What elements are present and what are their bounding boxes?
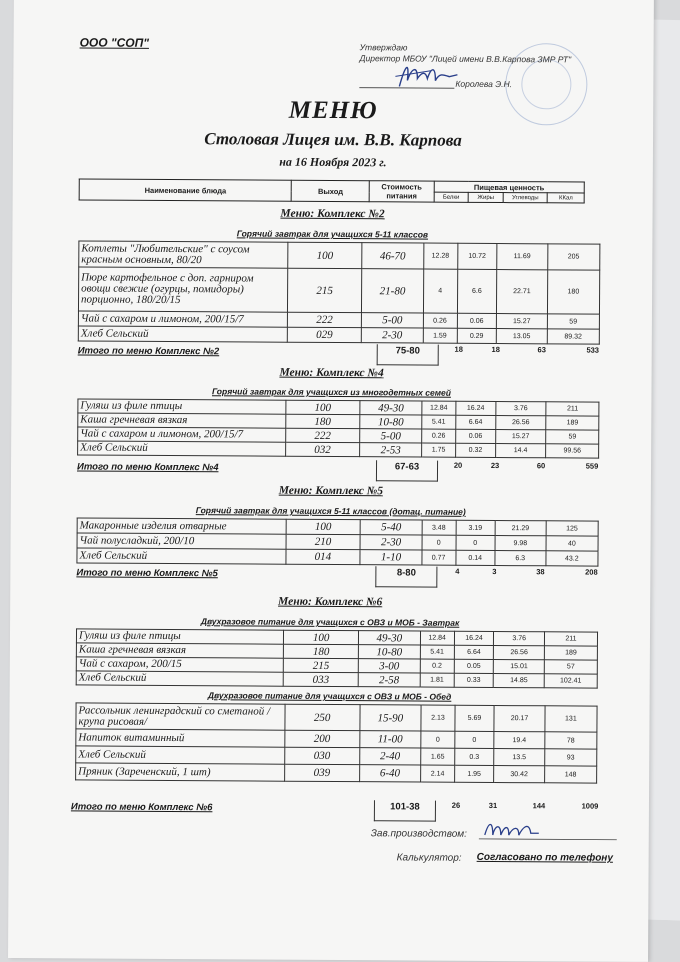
page-title: МЕНЮ (288, 96, 378, 125)
dish-name: Гуляш из филе птицы (76, 629, 283, 644)
dish-kcal: 189 (544, 646, 597, 660)
dish-fat: 0.3 (455, 748, 494, 765)
dish-price: 49-30 (360, 401, 422, 415)
dish-output: 033 (284, 672, 359, 686)
dish-price: 5-00 (362, 313, 423, 328)
dish-carbs: 14.4 (495, 443, 546, 457)
dish-price: 21-80 (362, 269, 424, 313)
dish-carbs: 15.01 (494, 659, 545, 673)
dish-kcal: 180 (547, 270, 600, 314)
dish-name: Макаронные изделия отварные (77, 518, 286, 534)
dish-fat: 10.72 (457, 243, 497, 269)
dish-protein: 0 (422, 535, 456, 550)
dish-kcal: 148 (544, 766, 596, 783)
total-kcal: 559 (585, 461, 599, 471)
dish-protein: 5.41 (422, 415, 456, 429)
dish-price: 15-90 (359, 705, 421, 731)
dish-carbs: 15.27 (495, 429, 546, 443)
total-price: 8-80 (375, 566, 437, 587)
dish-output: 222 (285, 428, 360, 442)
total-label: Итого по меню Комплекс №2 (77, 345, 220, 358)
dish-fat: 0.06 (457, 313, 497, 328)
total-kcal: 1009 (581, 801, 599, 811)
dish-kcal: 59 (546, 430, 599, 444)
meal-title: Горячий завтрак для учащихся 5-11 классов (236, 228, 429, 240)
complex-title: Меню: Комплекс №4 (279, 366, 384, 380)
dish-output: 014 (286, 549, 361, 564)
dish-carbs: 14.85 (494, 673, 545, 687)
dish-kcal: 99.56 (546, 444, 599, 458)
dish-kcal: 189 (546, 416, 599, 430)
dish-name: Чай с сахаром и лимоном, 200/15/7 (78, 427, 286, 442)
dish-carbs: 22.71 (497, 269, 548, 313)
complex6-breakfast-table (76, 628, 598, 688)
production-label: Зав.производством: (370, 828, 467, 840)
dish-protein: 0.77 (422, 550, 456, 565)
dish-price: 5-00 (360, 429, 422, 443)
total-carbs: 38 (536, 567, 545, 577)
dish-kcal: 205 (547, 244, 600, 270)
dish-output: 222 (287, 312, 361, 327)
menu-date: на 16 Ноября 2023 г. (279, 154, 387, 170)
dish-output: 100 (285, 400, 360, 414)
dish-price: 2-30 (362, 328, 423, 343)
dish-fat: 0 (456, 535, 495, 550)
header-output: Выход (292, 180, 370, 201)
dish-carbs: 20.17 (494, 705, 545, 731)
dish-fat: 1.95 (454, 765, 493, 782)
total-protein: 26 (451, 800, 461, 810)
dish-name: Хлеб Сельский (77, 548, 286, 564)
dish-protein: 1.81 (420, 673, 454, 687)
dish-name: Хлеб Сельский (76, 746, 285, 764)
approval-position: Директор МБОУ "Лицей имени В.В.Карпова ЗМР РТ" (359, 53, 572, 65)
dish-output: 200 (285, 730, 360, 747)
dish-protein: 2.14 (421, 765, 455, 782)
dish-carbs: 15.27 (496, 313, 547, 328)
dish-carbs: 26.56 (494, 645, 545, 659)
dish-output: 215 (287, 268, 362, 312)
dish-carbs: 3.76 (494, 631, 545, 645)
total-label: Итого по меню Комплекс №4 (76, 461, 219, 474)
dish-protein: 12.84 (422, 401, 456, 415)
dish-price: 2-40 (359, 748, 421, 765)
total-protein: 18 (454, 344, 463, 354)
dish-name: Чай полусладкий, 200/10 (77, 533, 286, 549)
total-label: Итого по меню Комплекс №6 (70, 801, 213, 814)
dish-output: 210 (286, 534, 361, 549)
total-carbs: 144 (532, 801, 546, 811)
dish-kcal: 40 (546, 536, 598, 551)
total-carbs: 60 (536, 461, 546, 471)
dish-protein: 12.28 (423, 243, 457, 269)
dish-fat: 0.32 (456, 443, 496, 457)
table-row (76, 703, 597, 732)
header-protein: Белки (434, 192, 469, 202)
dish-output: 100 (288, 242, 363, 268)
table-row (76, 671, 597, 688)
dish-kcal: 43.2 (546, 551, 598, 566)
dish-output: 029 (287, 327, 361, 342)
header-name: Наименование блюда (79, 179, 292, 201)
dish-kcal: 59 (547, 314, 599, 329)
dish-fat: 6.64 (456, 415, 496, 429)
total-price: 75-80 (377, 344, 439, 365)
dish-carbs: 21.29 (495, 520, 546, 535)
production-signature (479, 817, 619, 844)
header-kcal: ККал (548, 193, 585, 203)
menu-page (8, 0, 654, 962)
dish-name: Рассольник ленинградский со сметаной /крупа рисовая/ (76, 703, 285, 730)
dish-price: 5-40 (360, 520, 421, 535)
complex4-table (77, 398, 599, 458)
dish-protein: 0.26 (423, 313, 457, 328)
dish-name: Котлеты "Любительские" с соусом красным основным, 80/20 (79, 241, 288, 268)
dish-price: 10-80 (358, 645, 420, 659)
dish-protein: 2.13 (421, 705, 455, 731)
dish-protein: 0.2 (420, 659, 454, 673)
header-price (369, 181, 434, 202)
dish-output: 250 (285, 704, 360, 730)
total-price: 67-63 (376, 460, 438, 481)
header-fat: Жиры (468, 192, 503, 202)
dish-protein: 1.65 (421, 748, 455, 765)
table-header (79, 178, 585, 203)
complex2-table (78, 240, 601, 344)
dish-output: 100 (284, 630, 359, 644)
calculator-value: Согласовано по телефону (476, 851, 613, 864)
dish-protein: 5.41 (420, 645, 454, 659)
dish-fat: 3.19 (456, 520, 495, 535)
table-row (78, 267, 599, 314)
dish-kcal: 125 (546, 521, 598, 536)
dish-carbs: 30.42 (494, 765, 545, 782)
dish-name: Чай с сахаром, 200/15 (76, 657, 283, 672)
dish-fat: 6.6 (457, 269, 497, 313)
dish-kcal: 102.41 (544, 674, 597, 688)
dish-fat: 0.06 (456, 429, 496, 443)
organization-name: ООО "СОП" (79, 35, 150, 50)
director-signature (391, 58, 461, 92)
dish-carbs: 6.3 (495, 550, 546, 565)
dish-price: 46-70 (362, 243, 423, 269)
dish-price: 2-30 (360, 535, 421, 550)
dish-price: 1-10 (360, 550, 421, 565)
complex-title: Меню: Комплекс №2 (280, 207, 385, 221)
dish-fat: 16.24 (454, 631, 494, 645)
dish-name: Чай с сахаром и лимоном, 200/15/7 (78, 311, 287, 327)
dish-name: Гуляш из филе птицы (78, 399, 286, 414)
table-row (79, 241, 600, 270)
dish-carbs: 13.05 (496, 328, 547, 343)
dish-fat: 5.69 (455, 705, 494, 731)
dish-carbs: 3.76 (495, 401, 546, 415)
total-fat: 31 (488, 800, 498, 811)
table-row (77, 548, 598, 566)
dish-kcal: 89.32 (547, 329, 599, 344)
dish-price: 49-30 (359, 631, 421, 645)
dish-protein: 3.48 (422, 520, 456, 535)
meal-title: Двухразовое питание для учащихся с ОВЗ и МОБ - Завтрак (200, 616, 460, 628)
dish-name: Хлеб Сельский (76, 671, 283, 686)
dish-protein: 0 (421, 731, 455, 748)
table-row (78, 326, 599, 344)
total-kcal: 533 (586, 345, 600, 355)
dish-output: 100 (286, 519, 361, 534)
complex-title: Меню: Комплекс №6 (278, 595, 383, 609)
table-row (76, 763, 597, 783)
dish-kcal: 78 (545, 732, 597, 749)
header-price-line: Стоимость (381, 182, 422, 192)
complex5-table (76, 517, 598, 566)
dish-carbs: 9.98 (495, 535, 546, 550)
dish-price: 3-00 (358, 659, 420, 673)
meal-title: Двухразовое питание для учащихся с ОВЗ и МОБ - Обед (207, 690, 452, 702)
dish-carbs: 26.56 (495, 415, 546, 429)
complex6-lunch-table (75, 702, 597, 783)
dish-kcal: 93 (545, 749, 597, 766)
dish-name: Хлеб Сельский (78, 326, 287, 342)
total-protein: 20 (453, 460, 463, 470)
dish-protein: 1.75 (421, 443, 455, 457)
dish-output: 215 (284, 658, 359, 672)
calculator-label: Калькулятор: (396, 852, 462, 864)
dish-kcal: 57 (544, 660, 597, 674)
dish-output: 180 (285, 414, 360, 428)
total-protein: 4 (455, 566, 460, 576)
dish-price: 11-00 (359, 731, 421, 748)
dish-output: 032 (285, 442, 360, 456)
dish-fat: 0 (455, 731, 494, 748)
dish-carbs: 11.69 (497, 244, 548, 270)
dish-fat: 0.05 (454, 659, 494, 673)
table-row (78, 441, 599, 458)
dish-kcal: 131 (545, 706, 597, 732)
dish-protein: 0.26 (422, 429, 456, 443)
dish-name: Напиток витаминный (76, 729, 285, 747)
dish-fat: 0.33 (454, 673, 494, 687)
total-kcal: 208 (585, 567, 598, 577)
dish-kcal: 211 (544, 632, 597, 646)
dish-price: 2-53 (360, 443, 422, 457)
dish-protein: 4 (423, 269, 457, 313)
approval-line: Утверждаю (359, 42, 408, 53)
director-name: Королева Э.Н. (455, 78, 513, 90)
total-price: 101-38 (374, 800, 436, 821)
total-fat: 18 (491, 344, 500, 355)
dish-protein: 12.84 (420, 631, 454, 645)
dish-name: Пряник (Зареченский, 1 шт) (76, 763, 285, 781)
header-carbs: Углеводы (503, 193, 548, 203)
dish-output: 039 (284, 764, 359, 781)
page-subtitle: Столовая Лицея им. В.В. Карпова (204, 129, 462, 150)
dish-fat: 0.29 (457, 328, 497, 343)
complex-title: Меню: Комплекс №5 (278, 484, 384, 498)
dish-fat: 0.14 (455, 550, 494, 565)
dish-price: 6-40 (359, 765, 421, 782)
dish-protein: 1.59 (423, 328, 457, 343)
dish-name: Каша гречневая вязкая (78, 413, 286, 428)
dish-fat: 6.64 (454, 645, 494, 659)
dish-name: Каша гречневая вязкая (76, 643, 283, 658)
dish-name: Хлеб Сельский (78, 441, 286, 456)
total-label: Итого по меню Комплекс №5 (76, 567, 218, 580)
dish-name: Пюре картофельное с доп. гарниром овощи свежие (огурцы, помидоры) порционно, 180/20/15 (78, 267, 287, 312)
meal-title: Горячий завтрак для учащихся 5-11 классов (дотац. питание) (195, 505, 466, 517)
dish-price: 2-58 (358, 673, 420, 687)
total-fat: 3 (492, 566, 497, 577)
dish-carbs: 13.5 (494, 748, 545, 765)
total-carbs: 63 (537, 345, 546, 355)
dish-output: 180 (284, 644, 359, 658)
dish-kcal: 211 (546, 402, 599, 416)
dish-carbs: 19.4 (494, 731, 545, 748)
dish-price: 10-80 (360, 415, 422, 429)
dish-output: 030 (285, 747, 360, 764)
total-fat: 23 (490, 460, 500, 471)
dish-fat: 16.24 (456, 401, 496, 415)
header-price-line: питания (386, 191, 417, 201)
header-nutrition: Пищевая ценность (434, 181, 584, 193)
meal-title: Горячий завтрак для учащихся из многодетных семей (212, 386, 451, 398)
